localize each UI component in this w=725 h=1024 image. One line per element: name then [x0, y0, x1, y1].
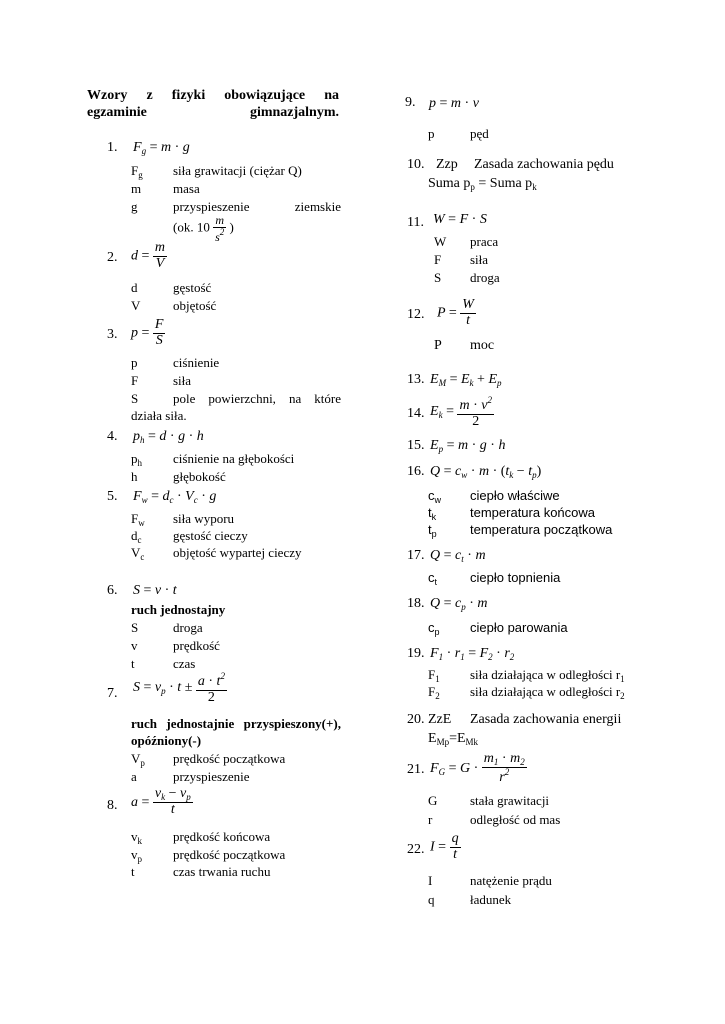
var-desc: głębokość: [173, 469, 226, 484]
var-desc: droga: [470, 270, 500, 285]
var-row: $F_1$: [428, 667, 440, 684]
var-desc: gęstość: [173, 280, 212, 295]
page-title: Wzory z fizyki obowiązujące na egzaminie gimnazjalnym.: [87, 88, 339, 120]
var-desc: przyspieszenie ziemskie: [173, 199, 341, 214]
formula-13-number: 13.: [407, 372, 425, 387]
formula-20: ZzE: [428, 712, 452, 727]
formula-8: a = $\frac{v_k - v_p}{t}$: [131, 786, 191, 818]
var-desc: siła wyporu: [173, 511, 235, 526]
formula-9-number: 9.: [405, 95, 416, 110]
formula-21-number: 21.: [407, 762, 425, 777]
var-symbol: V: [131, 298, 141, 313]
var-symbol: q: [428, 892, 435, 907]
formula-12-number: 12.: [407, 307, 425, 322]
var-symbol: m: [131, 181, 142, 196]
formula-14-number: 14.: [407, 406, 425, 421]
var-desc: stała grawitacji: [470, 793, 550, 808]
var-desc: ciepło topnienia: [470, 570, 561, 585]
formula-20-desc: Zasada zachowania energii: [470, 712, 622, 727]
formula-21: $F_G = G$ · $\frac{m_1 \cdot m_2}{r^2}$: [430, 751, 525, 786]
var-symbol: d: [131, 280, 138, 295]
var-desc: masa: [173, 181, 200, 196]
var-desc: prędkość: [173, 638, 220, 653]
var-desc: ciśnienie na głębokości: [173, 451, 295, 466]
var-row: $p_h$: [131, 451, 142, 468]
var-symbol: t: [131, 656, 135, 671]
section-heading: ruch jednostajny: [131, 602, 226, 617]
formula-11: W = F · S: [433, 212, 487, 227]
var-symbol: h: [131, 469, 138, 484]
formula-12: P = $\frac{W}{t}$: [437, 297, 474, 328]
var-desc: objętość wypartej cieczy: [173, 545, 302, 560]
var-desc: pole powierzchni, na które: [173, 391, 341, 406]
formula-16-number: 16.: [407, 464, 425, 479]
var-desc: siła: [173, 373, 192, 388]
var-symbol: a: [131, 769, 137, 784]
var-symbol: W: [434, 234, 447, 249]
var-row: $t_k$: [428, 505, 437, 522]
var-desc: ładunek: [470, 892, 512, 907]
formula-16: $Q = c_w \cdot m \cdot (t_k - t_p)$: [430, 464, 542, 480]
var-row: $t_p$: [428, 522, 437, 539]
var-row: $F_2$: [428, 684, 440, 701]
var-symbol: r: [428, 812, 433, 827]
var-symbol: g: [131, 199, 138, 214]
var-desc: temperatura końcowa: [470, 505, 596, 520]
var-desc: moc: [470, 338, 495, 353]
formula-6: S = v · t: [133, 583, 177, 598]
var-desc: pęd: [470, 126, 489, 141]
var-desc: przyspieszenie: [173, 769, 250, 784]
formula-10-number: 10.: [407, 157, 425, 172]
var-desc: siła działająca w odległości $r_1$: [470, 667, 625, 684]
formula-15: $E_p = m \cdot g \cdot h$: [430, 438, 506, 454]
formula-1: $F_g = m \cdot g$: [133, 140, 190, 156]
var-symbol: t: [131, 864, 135, 879]
var-desc: temperatura początkowa: [470, 522, 613, 537]
formula-18: $Q = c_p \cdot m$: [430, 596, 488, 612]
formula-6-number: 6.: [107, 583, 118, 598]
var-desc: odległość od mas: [470, 812, 561, 827]
var-symbol: F: [434, 252, 442, 267]
formula-11-number: 11.: [407, 215, 424, 230]
var-row: $V_p$: [131, 751, 145, 768]
var-symbol: S: [131, 620, 139, 635]
formula-8-number: 8.: [107, 798, 118, 813]
formula-7-number: 7.: [107, 686, 118, 701]
var-desc: ciepło parowania: [470, 620, 568, 635]
var-symbol: F: [131, 373, 139, 388]
formula-19-number: 19.: [407, 646, 425, 661]
var-symbol: p: [428, 126, 435, 141]
var-desc: ciśnienie: [173, 355, 220, 370]
formula-15-number: 15.: [407, 438, 425, 453]
formula-3-number: 3.: [107, 327, 118, 342]
formula-19: $F_1 \cdot r_1 = F_2 \cdot r_2$: [430, 646, 515, 662]
var-desc: czas trwania ruchu: [173, 864, 271, 879]
var-symbol: v: [131, 638, 138, 653]
var-desc: praca: [470, 234, 499, 249]
formula-2-number: 2.: [107, 250, 118, 265]
formula-13: $E_M = E_k + E_p$: [430, 372, 502, 388]
formula-17-number: 17.: [407, 548, 425, 563]
var-desc: ciepło właściwe: [470, 488, 560, 503]
var-symbol: p: [131, 355, 138, 370]
var-row: $F_g$: [131, 163, 143, 180]
formula-10-desc: Zasada zachowania pędu: [474, 157, 614, 172]
var-symbol: I: [428, 873, 433, 888]
formula-20-line2: $E_{Mp}=E_{Mk}$: [428, 731, 479, 747]
formula-1-number: 1.: [107, 140, 118, 155]
var-symbol: S: [434, 270, 442, 285]
formula-4: $p_h = d \cdot g \cdot h$: [133, 429, 204, 445]
formula-22-number: 22.: [407, 842, 425, 857]
section-heading: opóźniony(-): [131, 733, 202, 748]
var-desc: natężenie prądu: [470, 873, 552, 888]
var-note: (ok. 10 $\frac{m}{s^2}$ ): [173, 213, 234, 244]
formula-14: $E_k$ = $\frac{m \cdot v^2}{2}$: [430, 395, 492, 429]
var-desc: prędkość początkowa: [173, 847, 286, 862]
var-desc: prędkość początkowa: [173, 751, 286, 766]
formula-5: $F_w = d_c \cdot V_c \cdot g$: [133, 489, 217, 505]
formula-22: I = $\frac{q}{t}$: [430, 831, 459, 862]
formula-9: p = m · v: [429, 96, 479, 111]
formula-10: Zzp: [436, 157, 458, 172]
var-row: $c_t$: [428, 570, 438, 587]
var-symbol: S: [131, 391, 139, 406]
section-heading: ruch jednostajnie przyspieszony(+),: [131, 716, 341, 731]
var-desc-cont: działa siła.: [131, 408, 187, 423]
formula-17: $Q = c_t \cdot m$: [430, 548, 486, 564]
var-row: $V_c$: [131, 545, 145, 562]
var-row: $c_p$: [428, 620, 440, 637]
var-desc: siła grawitacji (ciężar Q): [173, 163, 302, 178]
var-row: $F_w$: [131, 511, 145, 528]
var-desc: siła działająca w odległości $r_2$: [470, 684, 625, 701]
var-desc: gęstość cieczy: [173, 528, 248, 543]
formula-18-number: 18.: [407, 596, 425, 611]
var-row: $d_c$: [131, 528, 142, 545]
formula-5-number: 5.: [107, 489, 118, 504]
var-desc: objętość: [173, 298, 217, 313]
formula-2: d = $\frac{m}{V}$: [131, 240, 166, 271]
var-desc: siła: [470, 252, 489, 267]
var-desc: droga: [173, 620, 203, 635]
formula-20-number: 20.: [407, 712, 425, 727]
formula-4-number: 4.: [107, 429, 118, 444]
formula-3: p = $\frac{F}{S}$: [131, 317, 164, 348]
var-row: $c_w$: [428, 488, 441, 505]
var-desc: czas: [173, 656, 196, 671]
var-row: $v_k$: [131, 829, 142, 846]
var-symbol: G: [428, 793, 438, 808]
var-symbol: P: [434, 338, 442, 353]
formula-10-line2: Suma $p_p$ = Suma $p_k$: [428, 176, 537, 192]
var-desc: prędkość końcowa: [173, 829, 271, 844]
formula-7: $S = v_p \cdot t$ ± $\frac{a \cdot t^2}{2}$: [133, 671, 225, 705]
var-row: $v_p$: [131, 847, 142, 864]
